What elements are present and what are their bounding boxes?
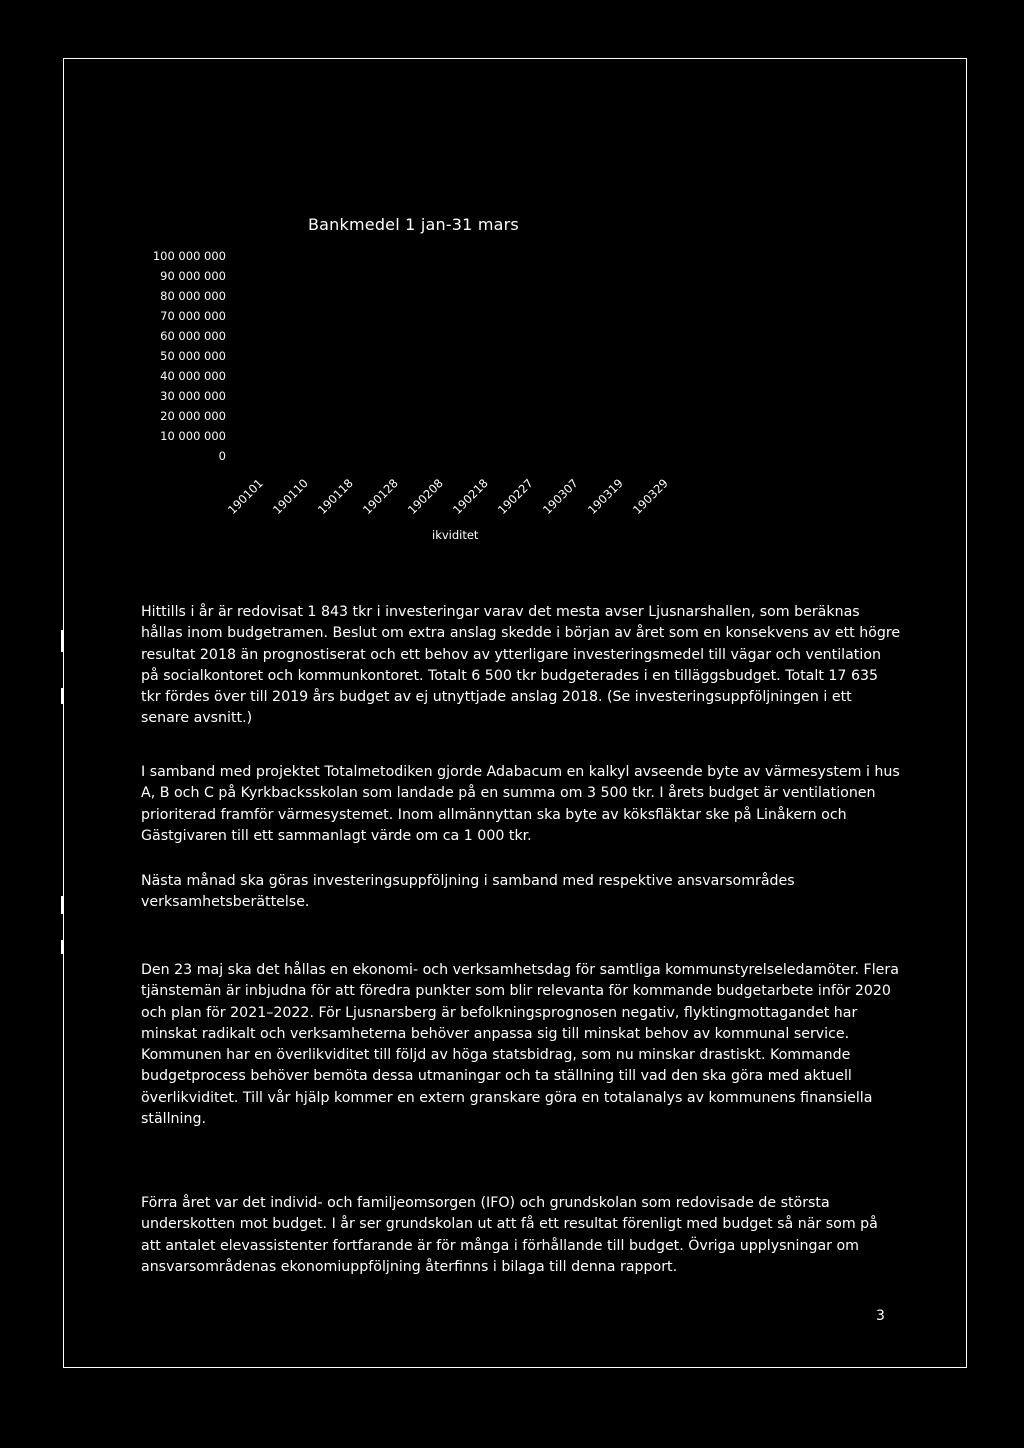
y-tick-label: 30 000 000 [160,389,226,403]
y-tick-label: 40 000 000 [160,369,226,383]
x-tick-label: 190307 [540,476,581,517]
x-tick-label: 190329 [630,476,671,517]
y-tick-label: 80 000 000 [160,289,226,303]
paragraph-economy-day: Den 23 maj ska det hållas en ekonomi- och verksamhetsdag för samtliga kommunstyrelseledamöter. Flera tjänstemän är inbjudna för att föredra punkter som blir relevanta för kommande budgetarbete inför 2020 och plan för 2021–2022. För Ljusnarsberg är befolkningsprognosen negativ, flyktingmottagandet har minskat radikalt och verksamheterna behöver anpassa sig till minskat behov av kommunal service. Kommunen har en överlikviditet till följd av höga statsbidrag, som nu minskar drastiskt. Kommande budgetprocess behöver bemöta dessa utmaningar och ta ställning till vad den ska göra med aktuell överlikviditet. Till vår hjälp kommer en extern granskare göra en totalanalys av kommunens finansiella ställning. [141,962,899,1128]
y-tick-label: 60 000 000 [160,329,226,343]
edge-mark [61,630,63,652]
page-number: 3 [876,1308,885,1324]
x-tick-label: 190118 [315,476,356,517]
edge-mark [61,940,63,954]
edge-mark [61,896,63,914]
x-tick-label: 190128 [360,476,401,517]
y-tick-label: 90 000 000 [160,269,226,283]
y-tick-label: 70 000 000 [160,309,226,323]
paragraph-previous-year: Förra året var det individ- och familjeomsorgen (IFO) och grundskolan som redovisade de största underskotten mot budget. I år ser grundskolan ut att få ett resultat förenligt med budget så när som på att antalet elevassistenter fortfarande är för många i förhållande till budget. Övriga upplysningar om ansvarsområdenas ekonomiuppföljning återfinns i bilaga till denna rapport. [141,1195,878,1275]
y-tick-label: 50 000 000 [160,349,226,363]
y-tick-label: 100 000 000 [152,249,226,263]
y-tick-label: 0 [218,449,226,463]
chart-legend: ikviditet [432,528,479,542]
x-tick-label: 190227 [495,476,536,517]
x-tick-label: 190208 [405,476,446,517]
paragraph-next-month: Nästa månad ska göras investeringsuppföljning i samband med respektive ansvarsområdes verksamhetsberättelse. [141,873,795,911]
paragraph-heating-system: I samband med projektet Totalmetodiken gjorde Adabacum en kalkyl avseende byte av värmesystem i hus A, B och C på Kyrkbacksskolan som landade på en summa om 3 500 tkr. I årets budget är ventilationen prioriterad framför värmesystemet. Inom allmännyttan ska byte av köksfläktar ske på Linåkern och Gästgivaren till ett sammanlagt värde om ca 1 000 tkr. [141,764,900,844]
paragraph-investments: Hittills i år är redovisat 1 843 tkr i investeringar varav det mesta avser Ljusnarshallen, som beräknas hållas inom budgetramen. Beslut om extra anslag skedde i början av året som en konsekvens av ett högre resultat 2018 än prognostiserat och ett behov av ytterligare investeringsmedel till vägar och ventilation på socialkontoret och kommunkontoret. Totalt 6 500 tkr budgeterades i en tilläggsbudget. Totalt 17 635 tkr fördes över till 2019 års budget av ej utnyttjade anslag 2018. (Se investeringsuppföljningen i ett senare avsnitt.) [141,604,901,727]
x-tick-label: 190218 [450,476,491,517]
edge-mark [61,688,63,704]
x-tick-label: 190110 [270,476,311,517]
x-tick-label: 190101 [225,476,266,517]
y-tick-label: 20 000 000 [160,409,226,423]
x-tick-label: 190319 [585,476,626,517]
chart-title: Bankmedel 1 jan-31 mars [308,215,519,234]
y-tick-label: 10 000 000 [160,429,226,443]
